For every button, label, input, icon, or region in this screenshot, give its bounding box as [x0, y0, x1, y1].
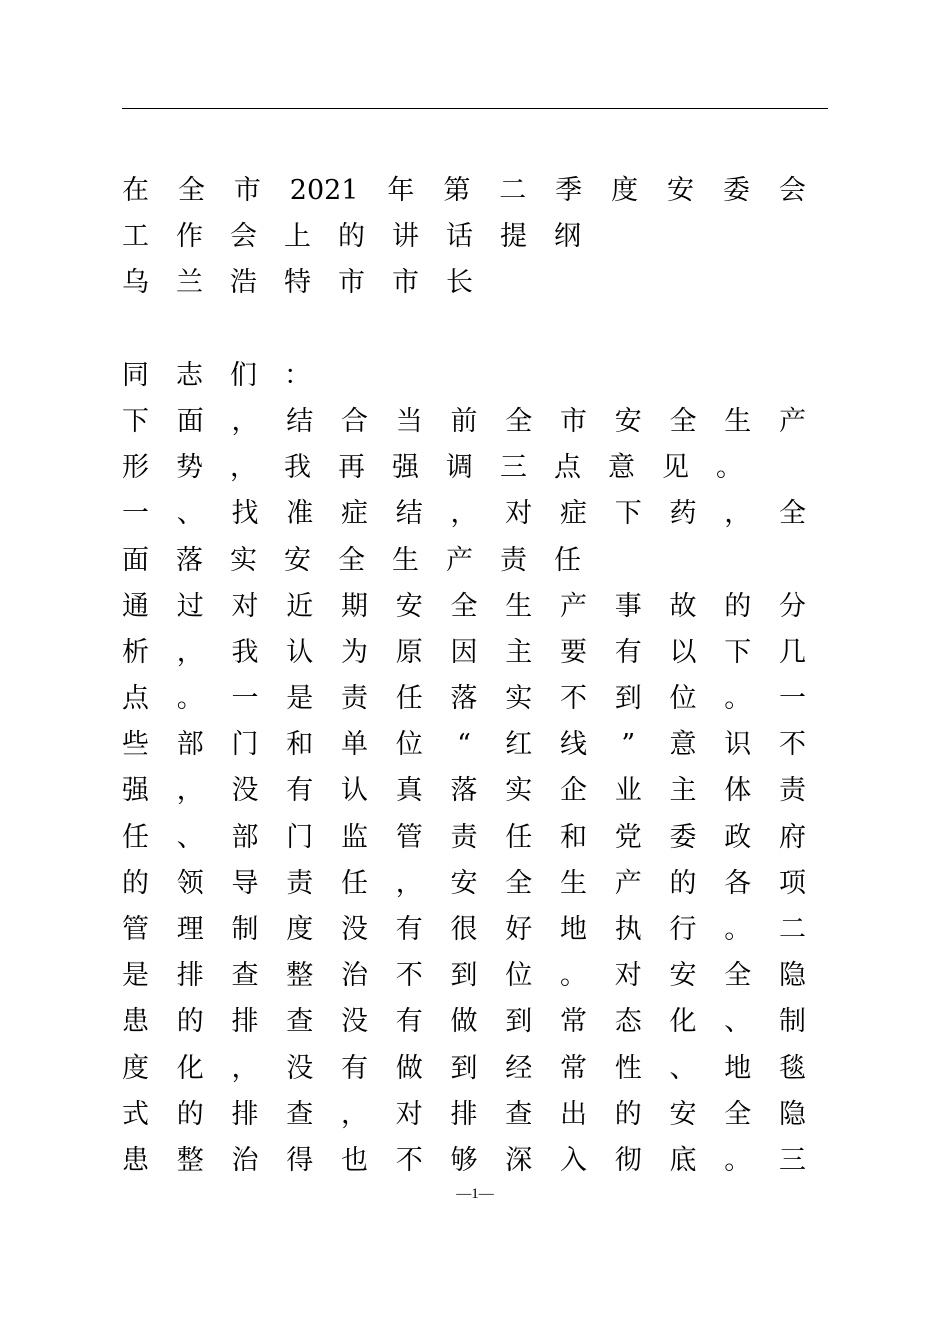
blank-line	[122, 307, 806, 353]
text-glyph: 不	[395, 1144, 423, 1176]
text-glyph: 的	[669, 867, 697, 899]
text-glyph: 二	[779, 914, 806, 945]
text-line	[122, 214, 806, 260]
text-glyph: 态	[614, 1006, 642, 1038]
text-glyph: 、	[176, 498, 204, 530]
text-glyph: 排	[176, 960, 204, 992]
text-glyph: 度	[611, 175, 639, 206]
text-glyph: 讲	[392, 221, 419, 253]
text-glyph: 生	[560, 867, 587, 899]
text-glyph: 市	[338, 267, 365, 299]
text-glyph: 浩	[230, 267, 257, 299]
text-glyph: 入	[560, 1144, 587, 1176]
text-glyph: 市	[233, 175, 261, 206]
text-glyph: 没	[341, 914, 368, 945]
text-glyph: 市	[392, 267, 419, 299]
text-glyph: 面	[122, 544, 149, 576]
text-glyph: 制	[779, 1006, 806, 1038]
text-glyph: 位	[505, 960, 533, 992]
text-glyph: 一	[231, 683, 259, 715]
text-glyph: 药	[669, 498, 697, 530]
text-glyph: 底	[669, 1144, 697, 1176]
text-glyph: 得	[286, 1144, 314, 1176]
text-glyph: 红	[505, 729, 533, 761]
text-glyph: 的	[338, 221, 365, 253]
text-glyph: 安	[669, 960, 697, 992]
text-glyph: 排	[450, 1098, 478, 1130]
text-glyph: 门	[286, 821, 314, 853]
text-glyph: ，	[231, 405, 259, 437]
text-glyph: 地	[724, 1052, 752, 1084]
text-glyph: 通	[122, 590, 149, 622]
text-glyph: 执	[614, 914, 642, 945]
text-glyph: 隐	[779, 1098, 806, 1130]
text-glyph: 和	[286, 729, 314, 761]
text-glyph: 业	[614, 775, 642, 807]
text-line	[122, 260, 806, 306]
text-glyph: 制	[231, 914, 259, 945]
text-glyph: 近	[286, 590, 314, 622]
text-glyph: 到	[450, 1052, 478, 1084]
text-glyph: 也	[341, 1144, 368, 1176]
text-glyph: 全	[505, 867, 533, 899]
text-glyph: 各	[724, 867, 752, 899]
text-glyph: 再	[338, 452, 365, 484]
text-glyph: 我	[284, 452, 311, 484]
text-glyph: 府	[779, 821, 806, 853]
text-glyph: 查	[231, 960, 259, 992]
text-glyph: 调	[446, 452, 473, 484]
text-line	[122, 584, 806, 630]
text-glyph: 上	[284, 221, 311, 253]
text-glyph: 安	[614, 405, 642, 437]
text-glyph: 度	[286, 914, 314, 945]
text-line	[122, 168, 806, 214]
text-glyph: 是	[286, 683, 314, 715]
text-glyph: 责	[500, 544, 527, 576]
text-glyph: 们	[230, 359, 257, 391]
text-glyph: 认	[341, 775, 368, 807]
text-glyph: 治	[341, 960, 368, 992]
text-glyph: 责	[779, 775, 806, 807]
text-glyph: 出	[560, 1098, 587, 1130]
text-glyph: ，	[230, 452, 257, 484]
text-glyph: 全	[724, 960, 752, 992]
text-glyph: 。	[724, 914, 752, 945]
text-glyph: 全	[505, 405, 533, 437]
text-line	[122, 1092, 806, 1138]
text-glyph: 准	[286, 498, 314, 530]
text-glyph: 度	[122, 1052, 149, 1084]
text-glyph: 很	[450, 914, 478, 945]
text-glyph: 没	[231, 775, 259, 807]
text-glyph: 为	[341, 636, 368, 668]
text-glyph: 季	[555, 175, 583, 206]
text-glyph: 安	[450, 867, 478, 899]
text-glyph: ，	[724, 498, 752, 530]
text-glyph: 会	[230, 221, 257, 253]
text-glyph: 。	[716, 452, 743, 484]
text-glyph: 下	[724, 636, 752, 668]
text-glyph: 三	[500, 452, 527, 484]
text-line	[122, 676, 806, 722]
text-glyph: 管	[122, 914, 149, 945]
text-glyph: 长	[446, 267, 473, 299]
text-glyph: 第	[443, 175, 471, 206]
text-glyph: 主	[505, 636, 533, 668]
text-glyph: 症	[341, 498, 368, 530]
text-glyph: 全	[177, 175, 205, 206]
text-glyph: 部	[231, 821, 259, 853]
text-glyph: 经	[505, 1052, 533, 1084]
text-glyph: 三	[779, 1144, 806, 1176]
text-line	[122, 815, 806, 861]
text-glyph: 我	[231, 636, 259, 668]
text-glyph: 实	[505, 775, 533, 807]
text-glyph: 当	[395, 405, 423, 437]
text-line	[122, 1138, 806, 1184]
text-glyph: 生	[724, 405, 752, 437]
text-glyph: “	[457, 729, 471, 761]
text-glyph: 原	[395, 636, 423, 668]
text-glyph: 同	[122, 359, 149, 391]
text-glyph: 责	[341, 683, 368, 715]
text-glyph: 落	[450, 775, 478, 807]
text-glyph: 任	[505, 821, 533, 853]
text-glyph: 行	[669, 914, 697, 945]
text-glyph: 任	[341, 867, 368, 899]
text-glyph: 面	[176, 405, 204, 437]
text-glyph: 认	[286, 636, 314, 668]
text-glyph: 真	[395, 775, 423, 807]
text-glyph: 期	[341, 590, 368, 622]
text-glyph: 合	[341, 405, 368, 437]
text-glyph: 。	[560, 960, 587, 992]
text-glyph: 位	[669, 683, 697, 715]
text-glyph: ，	[395, 867, 423, 899]
text-glyph: 任	[122, 821, 149, 853]
text-glyph: 点	[122, 683, 149, 715]
text-glyph: 年	[387, 175, 415, 206]
text-glyph: 落	[450, 683, 478, 715]
text-glyph: 不	[560, 683, 587, 715]
text-line	[122, 907, 806, 953]
text-glyph: 性	[614, 1052, 642, 1084]
text-glyph: 下	[122, 405, 149, 437]
text-glyph: 查	[286, 1006, 314, 1038]
text-glyph: 的	[122, 867, 149, 899]
text-glyph: 安	[667, 175, 695, 206]
text-glyph: ”	[621, 729, 636, 761]
text-glyph: 全	[669, 405, 697, 437]
header-rule	[122, 108, 828, 109]
text-glyph: 的	[614, 1098, 642, 1130]
text-glyph: 监	[341, 821, 368, 853]
text-glyph: 、	[176, 821, 204, 853]
text-glyph: 单	[341, 729, 368, 761]
text-glyph: 全	[338, 544, 365, 576]
text-glyph: 不	[779, 729, 806, 761]
text-glyph: 因	[450, 636, 478, 668]
text-glyph: 够	[450, 1144, 478, 1176]
text-glyph: 实	[230, 544, 257, 576]
text-glyph: 生	[392, 544, 419, 576]
text-glyph: 、	[669, 1052, 697, 1084]
text-glyph: 没	[341, 1006, 368, 1038]
text-glyph: 市	[560, 405, 587, 437]
text-glyph: 产	[560, 590, 587, 622]
text-line	[122, 399, 806, 445]
text-glyph: 患	[122, 1006, 149, 1038]
text-glyph: 全	[779, 498, 806, 530]
text-glyph: 前	[450, 405, 478, 437]
text-glyph: 安	[284, 544, 311, 576]
text-glyph: 安	[669, 1098, 697, 1130]
text-glyph: 查	[505, 1098, 533, 1130]
text-glyph: 话	[446, 221, 473, 253]
text-glyph: 找	[231, 498, 259, 530]
text-glyph: 体	[724, 775, 752, 807]
text-glyph: 强	[392, 452, 419, 484]
text-glyph: 全	[724, 1098, 752, 1130]
text-glyph: 形	[122, 452, 149, 484]
text-glyph: 产	[614, 867, 642, 899]
text-glyph: 做	[450, 1006, 478, 1038]
text-line	[122, 538, 806, 584]
text-glyph: 排	[231, 1098, 259, 1130]
text-glyph: 委	[722, 175, 750, 206]
text-glyph: 查	[286, 1098, 314, 1130]
text-line	[122, 999, 806, 1045]
text-glyph: 症	[560, 498, 587, 530]
text-glyph: 实	[505, 683, 533, 715]
text-glyph: 管	[395, 821, 423, 853]
text-glyph: 任	[554, 544, 581, 576]
text-glyph: ，	[341, 1098, 368, 1130]
text-glyph: 常	[560, 1006, 587, 1038]
text-line	[122, 722, 806, 768]
text-line	[122, 861, 806, 907]
text-glyph: 委	[669, 821, 697, 853]
text-glyph: 对	[614, 960, 642, 992]
text-glyph: 对	[231, 590, 259, 622]
text-line	[122, 1046, 806, 1092]
text-glyph: 乌	[122, 267, 149, 299]
text-glyph: 纲	[554, 221, 581, 253]
text-glyph: 在	[122, 175, 149, 206]
text-line	[122, 630, 806, 676]
text-glyph: 有	[395, 914, 423, 945]
text-glyph: 式	[122, 1098, 149, 1130]
text-glyph: 一	[122, 498, 149, 530]
text-glyph: 结	[395, 498, 423, 530]
text-glyph: 深	[505, 1144, 533, 1176]
text-glyph: 责	[450, 821, 478, 853]
text-glyph: 意	[669, 729, 697, 761]
text-line	[122, 768, 806, 814]
text-glyph: 化	[176, 1052, 204, 1084]
text-glyph: 理	[176, 914, 204, 945]
text-glyph: 党	[614, 821, 642, 853]
text-glyph: 分	[779, 590, 806, 622]
text-glyph: 析	[122, 636, 149, 668]
text-glyph: 项	[779, 867, 806, 899]
text-glyph: 安	[395, 590, 423, 622]
text-glyph: 整	[176, 1144, 204, 1176]
text-glyph: 企	[560, 775, 587, 807]
text-glyph: 患	[122, 1144, 149, 1176]
text-glyph: 有	[341, 1052, 368, 1084]
text-glyph: 工	[122, 221, 149, 253]
text-glyph: 。	[724, 1144, 752, 1176]
text-glyph: 线	[560, 729, 587, 761]
text-line	[122, 353, 806, 399]
text-glyph: 治	[231, 1144, 259, 1176]
text-glyph: 到	[505, 1006, 533, 1038]
text-glyph: 产	[779, 405, 806, 437]
text-glyph: ，	[176, 636, 204, 668]
text-glyph: 到	[450, 960, 478, 992]
page-number: —1—	[456, 1186, 494, 1202]
text-glyph: 。	[724, 683, 752, 715]
text-glyph: 点	[554, 452, 581, 484]
text-glyph: 有	[286, 775, 314, 807]
text-glyph: 过	[176, 590, 204, 622]
text-glyph: 彻	[614, 1144, 642, 1176]
text-glyph: 没	[286, 1052, 314, 1084]
text-glyph: 做	[395, 1052, 423, 1084]
text-glyph: 落	[176, 544, 203, 576]
text-glyph: 对	[395, 1098, 423, 1130]
text-glyph: 隐	[779, 960, 806, 992]
text-glyph: 毯	[779, 1052, 806, 1084]
text-glyph: 下	[614, 498, 642, 530]
text-glyph: 些	[122, 729, 149, 761]
text-glyph: 提	[500, 221, 527, 253]
text-glyph: 全	[450, 590, 478, 622]
text-glyph: 排	[231, 1006, 259, 1038]
text-glyph: 生	[505, 590, 533, 622]
text-line	[122, 953, 806, 999]
document-body	[122, 168, 806, 1184]
text-glyph: 整	[286, 960, 314, 992]
text-glyph: 的	[176, 1006, 204, 1038]
text-line	[122, 491, 806, 537]
text-glyph: 好	[505, 914, 533, 945]
text-glyph: 意	[608, 452, 635, 484]
text-glyph: 常	[560, 1052, 587, 1084]
text-glyph: 会	[778, 175, 806, 206]
text-glyph: 的	[724, 590, 752, 622]
text-glyph: 结	[286, 405, 314, 437]
text-glyph: 地	[560, 914, 587, 945]
text-glyph: 到	[614, 683, 642, 715]
text-glyph: 位	[395, 729, 423, 761]
text-glyph: 和	[560, 821, 587, 853]
text-glyph: 领	[176, 867, 204, 899]
text-glyph: 。	[176, 683, 204, 715]
text-glyph: 强	[122, 775, 149, 807]
text-glyph: 一	[779, 683, 806, 715]
text-glyph: 故	[669, 590, 697, 622]
text-glyph: 导	[231, 867, 259, 899]
text-glyph: 门	[231, 729, 259, 761]
text-glyph: 部	[176, 729, 204, 761]
text-glyph: 是	[122, 960, 149, 992]
text-glyph: 几	[779, 636, 806, 668]
text-glyph: ，	[176, 775, 204, 807]
text-glyph: 产	[446, 544, 473, 576]
text-glyph: 事	[614, 590, 642, 622]
text-glyph: 二	[499, 175, 527, 206]
text-glyph: 志	[176, 359, 203, 391]
text-glyph: 作	[176, 221, 203, 253]
text-glyph: 2021	[289, 175, 359, 206]
text-glyph: 有	[395, 1006, 423, 1038]
text-glyph: 特	[284, 267, 311, 299]
text-glyph: 责	[286, 867, 314, 899]
text-glyph: 不	[395, 960, 423, 992]
text-line	[122, 445, 806, 491]
text-glyph: 兰	[176, 267, 203, 299]
text-glyph: ，	[450, 498, 478, 530]
text-glyph: 有	[614, 636, 642, 668]
text-glyph: 势	[176, 452, 203, 484]
text-glyph: 政	[724, 821, 752, 853]
text-glyph: 任	[395, 683, 423, 715]
text-glyph: ，	[231, 1052, 259, 1084]
text-glyph: 见	[662, 452, 689, 484]
text-glyph: 识	[724, 729, 752, 761]
text-glyph: 、	[724, 1006, 752, 1038]
text-glyph: 的	[176, 1098, 204, 1130]
text-glyph: 化	[669, 1006, 697, 1038]
text-glyph: ：	[284, 359, 311, 391]
text-glyph: 以	[669, 636, 697, 668]
text-glyph: 要	[560, 636, 587, 668]
text-glyph: 对	[505, 498, 533, 530]
text-glyph: 主	[669, 775, 697, 807]
